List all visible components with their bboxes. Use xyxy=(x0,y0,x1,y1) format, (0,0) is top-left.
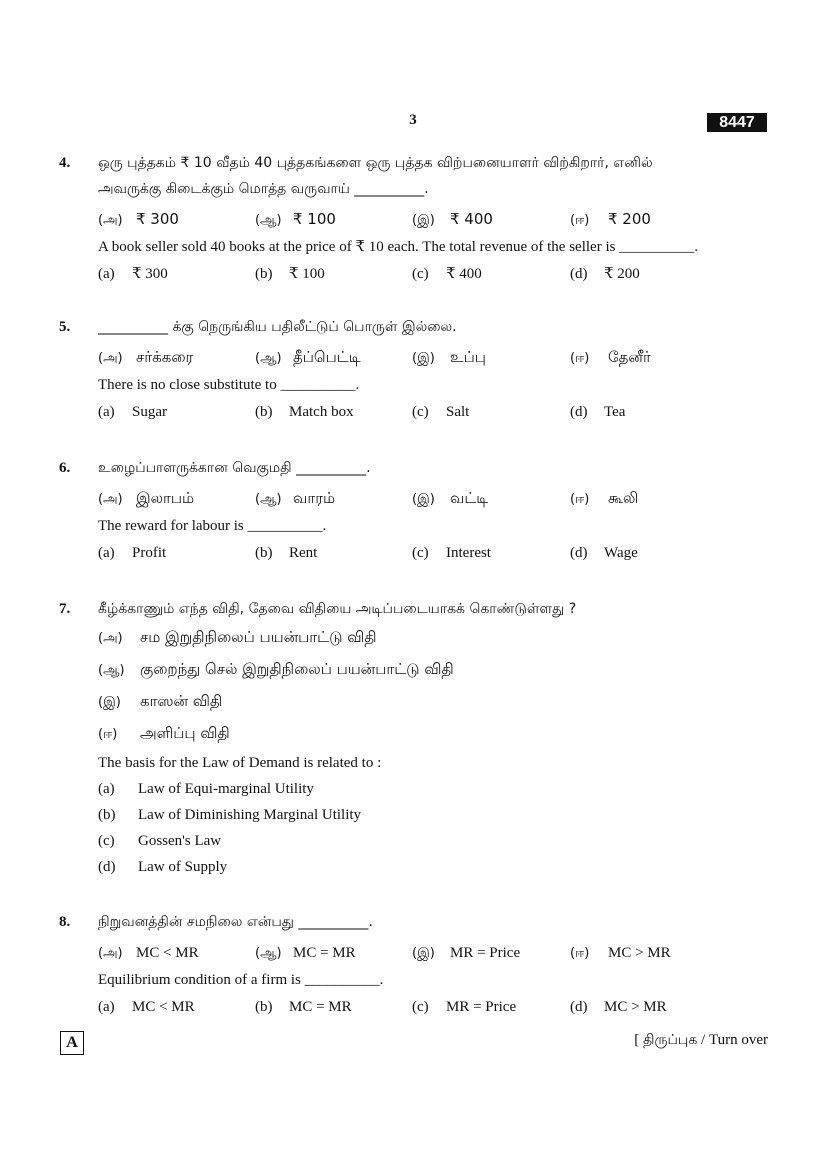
question-text-english: The reward for labour is __________. xyxy=(98,518,327,534)
options-english xyxy=(98,994,774,1021)
question-text-english: Equilibrium condition of a firm is __________. xyxy=(98,972,384,988)
question-number: 4. xyxy=(59,155,71,171)
options-english xyxy=(98,540,774,567)
option-b-tamil: (ஆ) குறைந்து செல் இறுதிநிலைப் பயன்பாட்டு விதி xyxy=(98,660,454,678)
option-d-tamil: (ஈ) MC > MR xyxy=(570,945,671,961)
option-b-tamil: (ஆ) தீப்பெட்டி xyxy=(255,348,361,366)
option-d-tamil: (ஈ) அளிப்பு விதி xyxy=(98,724,230,742)
options-tamil xyxy=(98,206,774,233)
option-a-tamil: (அ) சர்க்கரை xyxy=(98,348,194,366)
option-b: (b) ₹ 100 xyxy=(255,266,325,282)
option-d-tamil: (ஈ) கூலி xyxy=(570,489,639,507)
option-d: (d) Law of Supply xyxy=(98,859,228,875)
option-b-tamil: (ஆ) வாரம் xyxy=(255,489,336,507)
turn-over-note: [ திருப்புக / Turn over xyxy=(634,1032,768,1048)
option-c: (c) MR = Price xyxy=(412,999,517,1015)
option-a: (a) Profit xyxy=(98,545,167,561)
question-text-english: There is no close substitute to __________. xyxy=(98,377,360,393)
option-b-tamil: (ஆ) ₹ 100 xyxy=(255,210,336,228)
option-b: (b) Law of Diminishing Marginal Utility xyxy=(98,807,362,823)
paper-code-badge: 8447 xyxy=(707,113,767,132)
question-number: 6. xyxy=(59,460,71,476)
question-text-tamil: உழைப்பாளருக்கான வெகுமதி __________. xyxy=(98,460,371,476)
question-number: 5. xyxy=(59,319,71,335)
options-english xyxy=(98,399,774,426)
option-c-tamil: (இ) MR = Price xyxy=(412,945,521,961)
option-c-tamil: (இ) வட்டி xyxy=(412,489,489,507)
option-c-tamil: (இ) ₹ 400 xyxy=(412,210,493,228)
question-text-tamil: __________ க்கு நெருங்கிய பதிலீட்டுப் பொருள் இல்லை. xyxy=(98,319,457,335)
option-d: (d) Tea xyxy=(570,404,626,420)
option-c-tamil: (இ) காஸன் விதி xyxy=(98,692,223,710)
option-b: (b) Match box xyxy=(255,404,354,420)
question-number: 7. xyxy=(59,601,71,617)
question-6 xyxy=(59,455,774,568)
option-c-tamil: (இ) உப்பு xyxy=(412,348,486,366)
option-d-tamil: (ஈ) ₹ 200 xyxy=(570,210,651,228)
option-c: (c) Gossen's Law xyxy=(98,833,222,849)
option-a-tamil: (அ) MC < MR xyxy=(98,945,199,961)
options-tamil xyxy=(98,939,774,966)
question-5 xyxy=(59,314,774,427)
option-a-tamil: (அ) சம இறுதிநிலைப் பயன்பாட்டு விதி xyxy=(98,628,377,646)
option-d: (d) Wage xyxy=(570,545,638,561)
option-c: (c) Salt xyxy=(412,404,470,420)
question-text-english: The basis for the Law of Demand is related to : xyxy=(98,755,382,771)
option-c: (c) Interest xyxy=(412,545,491,561)
option-b: (b) MC = MR xyxy=(255,999,352,1015)
question-text-english: A book seller sold 40 books at the price of ₹ 10 each. The total revenue of the seller is __________. xyxy=(98,239,698,255)
options-english xyxy=(98,261,774,288)
page-number: 3 xyxy=(409,112,417,128)
option-d: (d) ₹ 200 xyxy=(570,266,640,282)
question-text-tamil: கீழ்க்காணும் எந்த விதி, தேவை விதியை அடிப்படையாகக் கொண்டுள்ளது ? xyxy=(98,601,577,617)
question-text-tamil: நிறுவனத்தின் சமநிலை என்பது __________. xyxy=(98,914,373,930)
question-4 xyxy=(59,150,774,289)
option-a-tamil: (அ) இலாபம் xyxy=(98,489,195,507)
question-7 xyxy=(59,596,774,880)
question-number: 8. xyxy=(59,914,71,930)
question-8 xyxy=(59,909,774,1022)
question-text-tamil: ஒரு புத்தகம் ₹ 10 வீதம் 40 புத்தகங்களை ஒரு புத்தக விற்பனையாளர் விற்கிறார், எனில் xyxy=(98,155,653,171)
question-text-tamil: அவருக்கு கிடைக்கும் மொத்த வருவாய் __________. xyxy=(98,181,429,197)
version-box: A xyxy=(60,1031,84,1055)
option-d: (d) MC > MR xyxy=(570,999,667,1015)
option-b: (b) Rent xyxy=(255,545,318,561)
option-c: (c) ₹ 400 xyxy=(412,266,482,282)
option-d-tamil: (ஈ) தேனீர் xyxy=(570,348,651,366)
options-tamil xyxy=(98,344,774,371)
option-a: (a) MC < MR xyxy=(98,999,195,1015)
options-tamil xyxy=(98,485,774,512)
option-b-tamil: (ஆ) MC = MR xyxy=(255,945,356,961)
option-a: (a) Law of Equi-marginal Utility xyxy=(98,781,314,797)
option-a-tamil: (அ) ₹ 300 xyxy=(98,210,179,228)
option-a: (a) Sugar xyxy=(98,404,167,420)
option-a: (a) ₹ 300 xyxy=(98,266,168,282)
